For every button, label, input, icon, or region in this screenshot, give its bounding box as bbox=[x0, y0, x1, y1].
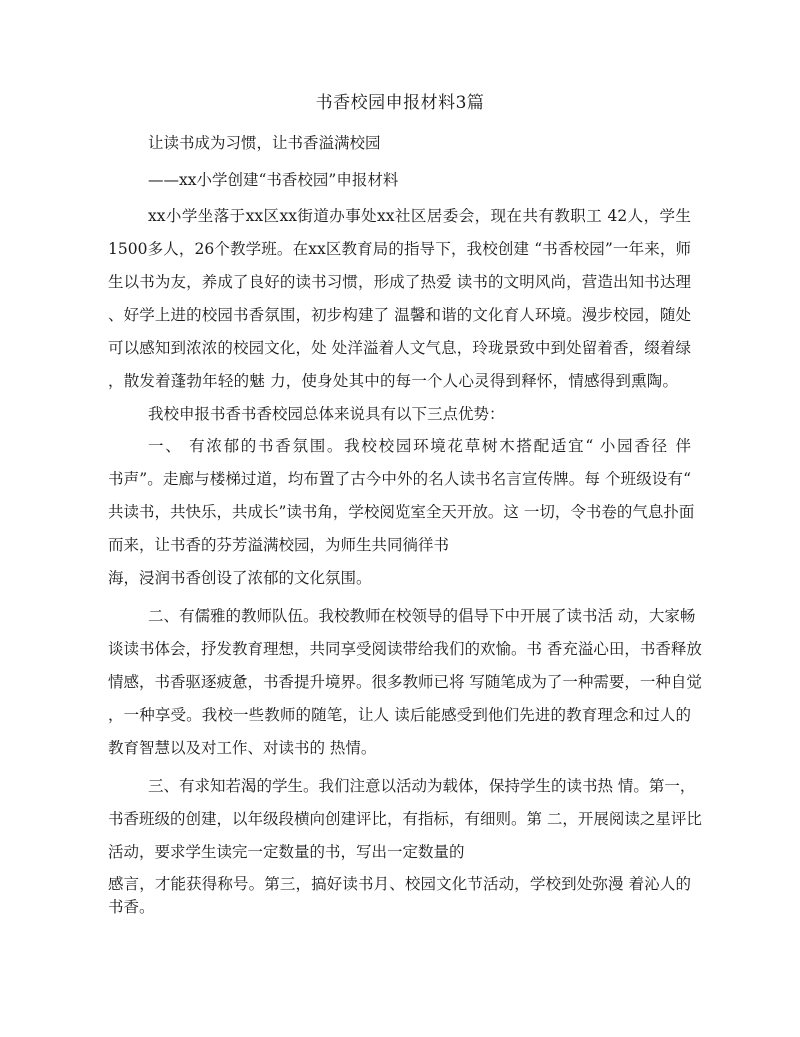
text-line: 共读书，共快乐，共成长”读书角，学校阅览室全天开放。这 一切，令书卷的气息扑面 bbox=[108, 503, 695, 521]
text-line: 海，浸润书香创设了浓郁的文化氛围。 bbox=[108, 569, 372, 587]
document-title: 书香校园申报材料3篇 bbox=[315, 93, 485, 113]
text-line: xx小学坐落于xx区xx街道办事处xx社区居委会，现在共有教职工 42人，学生 bbox=[148, 207, 691, 225]
text-line: 教育智慧以及对工作、对读书的 热情。 bbox=[108, 739, 377, 757]
text-line: 三、有求知若渴的学生。我们注意以活动为载体，保持学生的读书热 情。第一， bbox=[148, 777, 696, 795]
text-line: ——xx小学创建“书香校园”申报材料 bbox=[148, 171, 399, 189]
text-line: 可以感知到浓浓的校园文化，处 处洋溢着人文气息，玲珑景致中到处留着香，缀着绿 bbox=[108, 339, 691, 357]
text-line: ，散发着蓬勃年轻的魅 力，使身处其中的每一个人心灵得到释怀，情感得到熏陶。 bbox=[108, 372, 678, 390]
text-line: 我校申报书香书香校园总体来说具有以下三点优势： bbox=[148, 405, 505, 423]
text-line: 书香。 bbox=[108, 898, 155, 916]
text-line: 1500多人，26个教学班。在xx区教育局的指导下，我校创建 “书香校园”一年来，师 bbox=[108, 240, 691, 258]
text-line: 一、 有浓郁的书香氛围。我校校园环境花草树木搭配适宜“ 小园香径 伴 bbox=[148, 437, 691, 455]
text-line: 感言，才能获得称号。第三，搞好读书月、校园文化节活动，学校到处弥漫 着沁人的 bbox=[108, 875, 691, 893]
text-line: 书香班级的创建，以年级段横向创建评比，有指标，有细则。第 二，开展阅读之星评比 bbox=[108, 810, 702, 828]
text-line: ，一种享受。我校一些教师的随笔，让人 读后能感受到他们先进的教育理念和过人的 bbox=[108, 706, 691, 724]
text-line: 书声”。走廊与楼梯过道，均布置了古今中外的名人读书名言宣传牌。每 个班级设有“ bbox=[108, 470, 691, 488]
text-line: 谈读书体会，抒发教育理想，共同享受阅读带给我们的欢愉。书 香充溢心田，书香释放 bbox=[108, 640, 702, 658]
text-line: 、好学上进的校园书香氛围，初步构建了 温馨和谐的文化育人环境。漫步校园，随处 bbox=[108, 306, 691, 324]
text-line: 二、有儒雅的教师队伍。我校教师在校领导的倡导下中开展了读书活 动，大家畅 bbox=[148, 607, 696, 625]
text-line: 生以书为友，养成了良好的读书习惯，形成了热爱 读书的文明风尚，营造出知书达理 bbox=[108, 273, 691, 291]
text-line: 而来，让书香的芬芳溢满校园，为师生共同徜徉书 bbox=[108, 536, 450, 554]
text-line: 活动，要求学生读完一定数量的书，写出一定数量的 bbox=[108, 843, 465, 861]
text-line: 情感，书香驱逐疲惫，书香提升境界。很多教师已将 写随笔成为了一种需要，一种自觉 bbox=[108, 673, 702, 691]
text-line: 让读书成为习惯，让书香溢满校园 bbox=[148, 134, 381, 152]
